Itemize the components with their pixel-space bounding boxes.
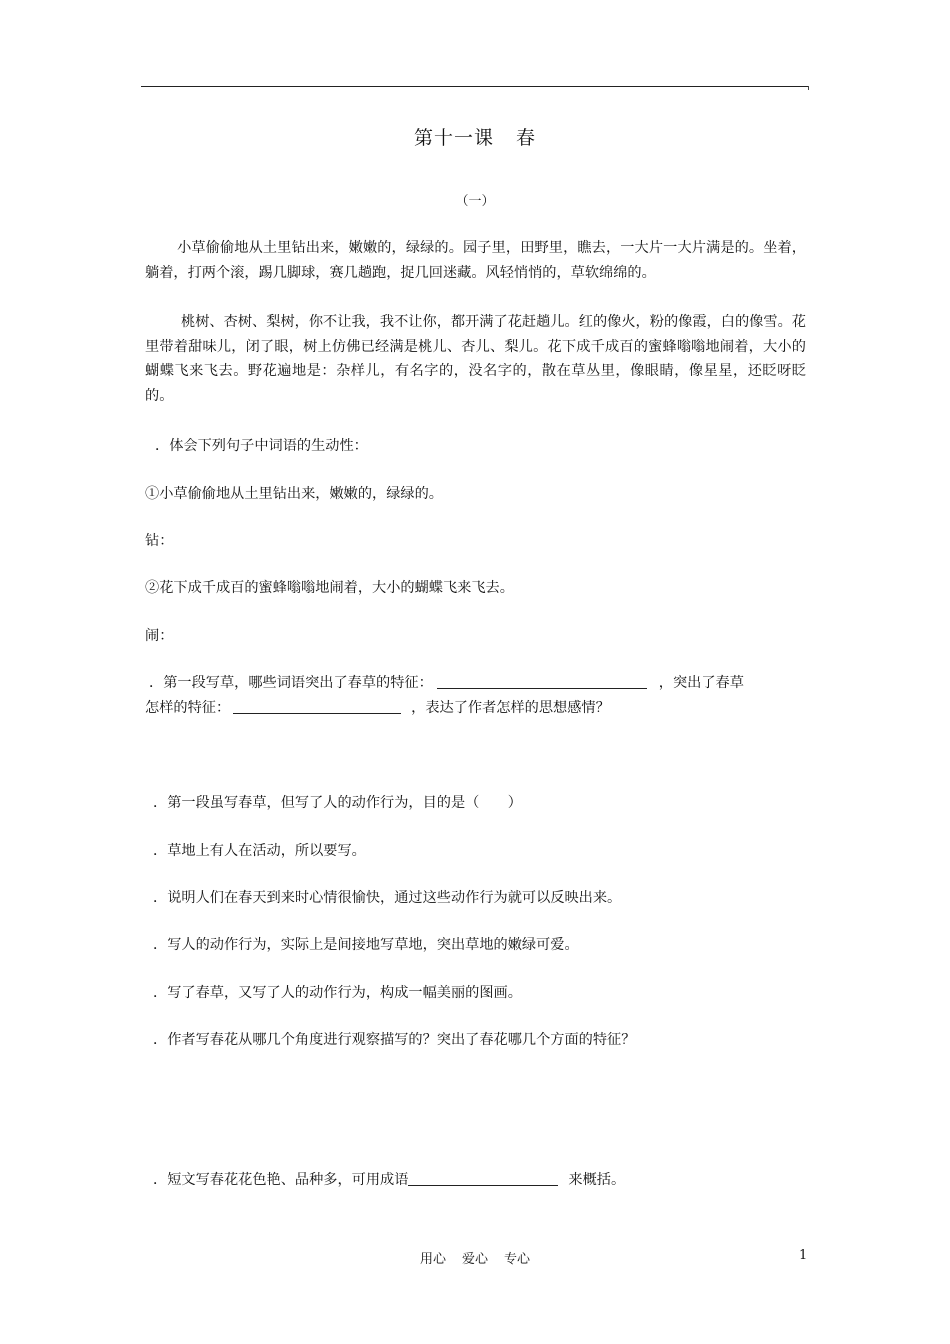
answer-blank-grass-feature[interactable] (233, 699, 401, 714)
passage-paragraph-2 (145, 310, 806, 408)
footer-motto-3: 专心 (504, 1252, 531, 1267)
footer-motto (0, 1248, 950, 1267)
question-3-option-c: ．写人的动作行为，实际上是间接地写草地，突出草地的嫩绿可爱。 (153, 937, 579, 953)
footer-motto-1: 用心 (419, 1252, 446, 1267)
question-4: ．作者写春花从哪几个角度进行观察描写的？突出了春花哪几个方面的特征？ (153, 1032, 636, 1048)
question-2-text-2: ，突出了春草 (658, 675, 744, 691)
question-1-label-zuan: 钻： (145, 533, 174, 549)
lesson-title-main: 第十一课 (413, 127, 494, 149)
lesson-title-sub: 春 (516, 127, 537, 149)
question-5-text-1: ．短文写春花花色艳、品种多，可用成语 (153, 1172, 409, 1188)
question-5-text-2: 来概括。 (568, 1172, 626, 1188)
question-1-label-nao: 闹： (145, 628, 174, 644)
question-2-text-4: ，表达了作者怎样的思想感情？ (411, 700, 610, 716)
question-2-line-2 (145, 697, 610, 717)
question-2-text-3: 怎样的特征： (145, 700, 231, 716)
header-rule-tick (808, 86, 809, 90)
question-2-line-1 (149, 672, 744, 692)
lesson-title (0, 123, 950, 150)
page-number: 1 (799, 1248, 808, 1263)
question-1-sentence-1: ①小草偷偷地从土里钻出来，嫩嫩的，绿绿的。 (145, 486, 443, 502)
answer-blank-idiom[interactable] (408, 1171, 558, 1186)
question-3: ．第一段虽写春草，但写了人的动作行为，目的是（ ） (153, 795, 522, 811)
question-1-sentence-2: ②花下成千成百的蜜蜂嗡嗡地闹着，大小的蝴蝶飞来飞去。 (145, 580, 514, 596)
passage-paragraph-2-text: 桃树、杏树、梨树，你不让我，我不让你，都开满了花赶趟儿。红的像火，粉的像霞，白的像雪。花里带着甜味儿，闭了眼，树上仿佛已经满是桃儿、杏儿、梨儿。花下成千成百的蜜蜂嗡嗡地闹着，大小的蝴蝶飞来飞去。野花遍地是：杂样儿，有名字的，没名字的，散在草丛里，像眼睛，像星星，还眨呀眨的。 (145, 314, 806, 404)
answer-blank-grass-words[interactable] (437, 674, 647, 689)
section-number: （一） (455, 194, 495, 209)
question-3-option-d: ．写了春草，又写了人的动作行为，构成一幅美丽的图画。 (153, 985, 522, 1001)
question-1: ．体会下列句子中词语的生动性： (155, 438, 368, 454)
question-2-text-1: ．第一段写草，哪些词语突出了春草的特征： (149, 675, 433, 691)
footer-motto-2: 爱心 (461, 1252, 488, 1267)
question-5 (153, 1169, 625, 1189)
header-rule (141, 86, 809, 87)
passage-paragraph-1-text: 小草偷偷地从土里钻出来，嫩嫩的，绿绿的。园子里，田野里，瞧去，一大片一大片满是的。坐着，躺着，打两个滚，踢几脚球，赛几趟跑，捉几回迷藏。风轻悄悄的，草软绵绵的。 (145, 240, 806, 281)
passage-paragraph-1 (145, 236, 806, 285)
question-3-option-a: ．草地上有人在活动，所以要写。 (153, 843, 366, 859)
question-3-option-b: ．说明人们在春天到来时心情很愉快，通过这些动作行为就可以反映出来。 (153, 890, 622, 906)
